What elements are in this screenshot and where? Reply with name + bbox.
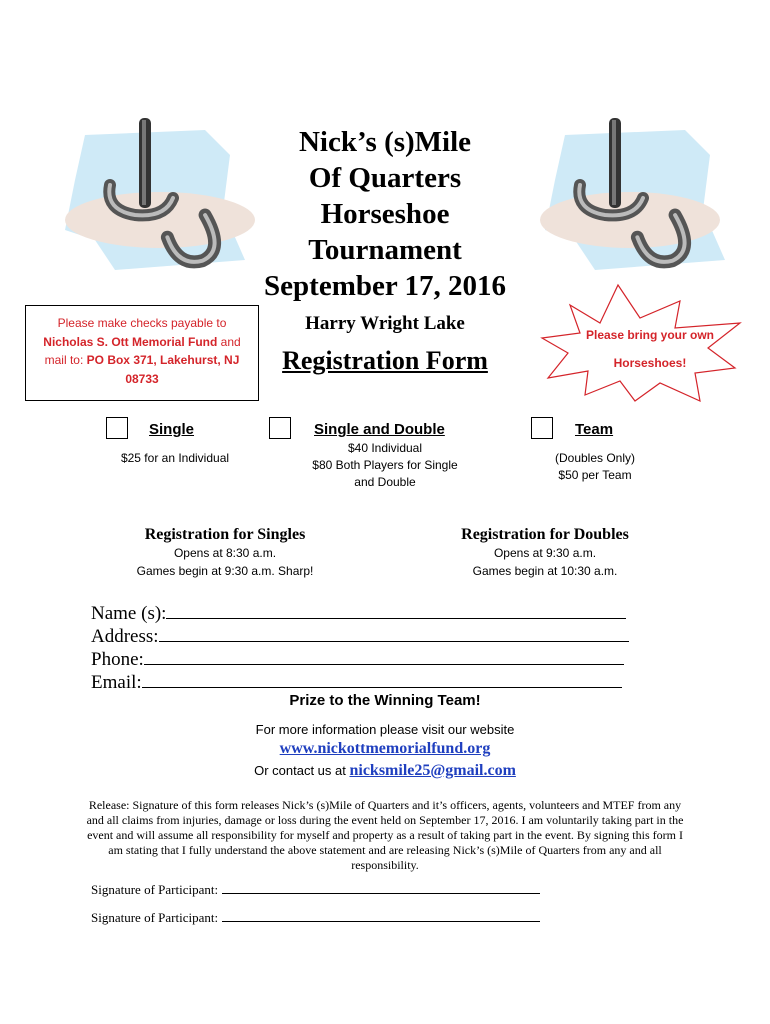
address-label: Address:: [91, 626, 159, 647]
signature-field-2[interactable]: [91, 910, 540, 926]
contact-prefix: Or contact us at: [254, 763, 350, 778]
mail-prefix: mail to:: [44, 353, 87, 367]
title-line-1: Nick’s (s)Mile: [298, 126, 472, 158]
doubles-opens: Opens at 9:30 a.m.: [493, 546, 597, 560]
name-label: Name (s):: [91, 603, 167, 624]
name-field[interactable]: [91, 603, 626, 625]
option-single-double-label: Single and Double: [314, 421, 445, 438]
doubles-registration: [430, 526, 660, 580]
option-single-label: Single: [149, 421, 195, 438]
title-line-4: Tournament: [308, 234, 462, 266]
signature-label-1: Signature of Participant:: [91, 882, 219, 897]
checks-and: and: [217, 334, 241, 349]
checks-payable-box: [25, 305, 259, 401]
checks-payable-text: [32, 314, 252, 388]
singles-opens: Opens at 8:30 a.m.: [173, 546, 277, 560]
single-checkbox[interactable]: [106, 417, 128, 439]
single-double-line-1: $40 Individual: [347, 441, 423, 455]
phone-field[interactable]: [91, 649, 624, 671]
address-line[interactable]: [159, 627, 629, 642]
starburst-line-1: Please bring your own: [585, 328, 715, 342]
title-line-3: Horseshoe: [320, 198, 450, 230]
mailing-address: PO Box 371, Lakehurst, NJ: [86, 353, 240, 367]
singles-registration: [110, 526, 340, 580]
email-line[interactable]: [142, 673, 622, 688]
contact-line: [160, 762, 610, 780]
doubles-games: Games begin at 10:30 a.m.: [472, 564, 618, 578]
name-line[interactable]: [166, 604, 626, 619]
release-statement: Release: Signature of this form releases Nick’s (s)Mile of Quarters and it’s officers, agents, volunteers and MTEF from any and all claims from injuries, damage or loss during the event held on September 17, 2016. I am voluntarily taking part in the event and will assume all responsibility for myself and property as a result of taking part in the event. By signing this form I am stating that I fully understand the above statement and are releasing Nick’s (s)Mile of Quarters from any and all responsibility.: [86, 798, 684, 872]
phone-line[interactable]: [144, 650, 624, 665]
singles-games: Games begin at 9:30 a.m. Sharp!: [136, 564, 314, 578]
phone-label: Phone:: [91, 649, 144, 670]
email-field[interactable]: [91, 672, 622, 694]
team-line-2: $50 per Team: [558, 468, 632, 482]
horseshoe-clipart-right: [535, 110, 735, 280]
starburst-shape: [540, 283, 745, 403]
tournament-title: [240, 124, 530, 304]
fund-name: Nicholas S. Ott Memorial Fund: [43, 334, 218, 349]
title-line-2: Of Quarters: [308, 162, 462, 194]
signature-label-2: Signature of Participant:: [91, 910, 219, 925]
starburst-line-2: Horseshoes!: [613, 356, 687, 370]
single-and-double-checkbox[interactable]: [269, 417, 291, 439]
signature-line-2[interactable]: [222, 911, 540, 922]
more-info-text: For more information please visit our website: [255, 722, 515, 737]
signature-field-1[interactable]: [91, 882, 540, 898]
horseshoe-clipart-left: [55, 110, 255, 280]
option-single-double-details: [290, 440, 480, 491]
location-text: Harry Wright Lake: [305, 313, 465, 334]
doubles-heading: Registration for Doubles: [461, 526, 629, 543]
team-checkbox[interactable]: [531, 417, 553, 439]
address-field[interactable]: [91, 626, 629, 648]
option-team-details: [525, 450, 665, 484]
option-team-label: Team: [575, 421, 614, 438]
team-line-1: (Doubles Only): [554, 451, 636, 465]
checks-line-3: [32, 351, 252, 370]
checks-line-4: [32, 370, 252, 389]
singles-heading: Registration for Singles: [144, 526, 306, 543]
option-single-price: $25 for an Individual: [120, 451, 230, 465]
email-label: Email:: [91, 672, 142, 693]
signature-line-1[interactable]: [222, 883, 540, 894]
single-double-line-3: and Double: [354, 475, 416, 489]
website-link[interactable]: www.nickottmemorialfund.org: [279, 740, 491, 757]
mailing-zip: 08733: [125, 371, 159, 386]
prize-text: Prize to the Winning Team!: [289, 692, 481, 709]
checks-line-2: [32, 333, 252, 352]
title-date: September 17, 2016: [264, 270, 506, 302]
single-double-line-2: $80 Both Players for Single: [312, 458, 458, 472]
checks-line-1: Please make checks payable to: [57, 316, 227, 330]
form-title: Registration Form: [282, 346, 488, 375]
contact-email-link[interactable]: nicksmile25@gmail.com: [349, 762, 516, 779]
